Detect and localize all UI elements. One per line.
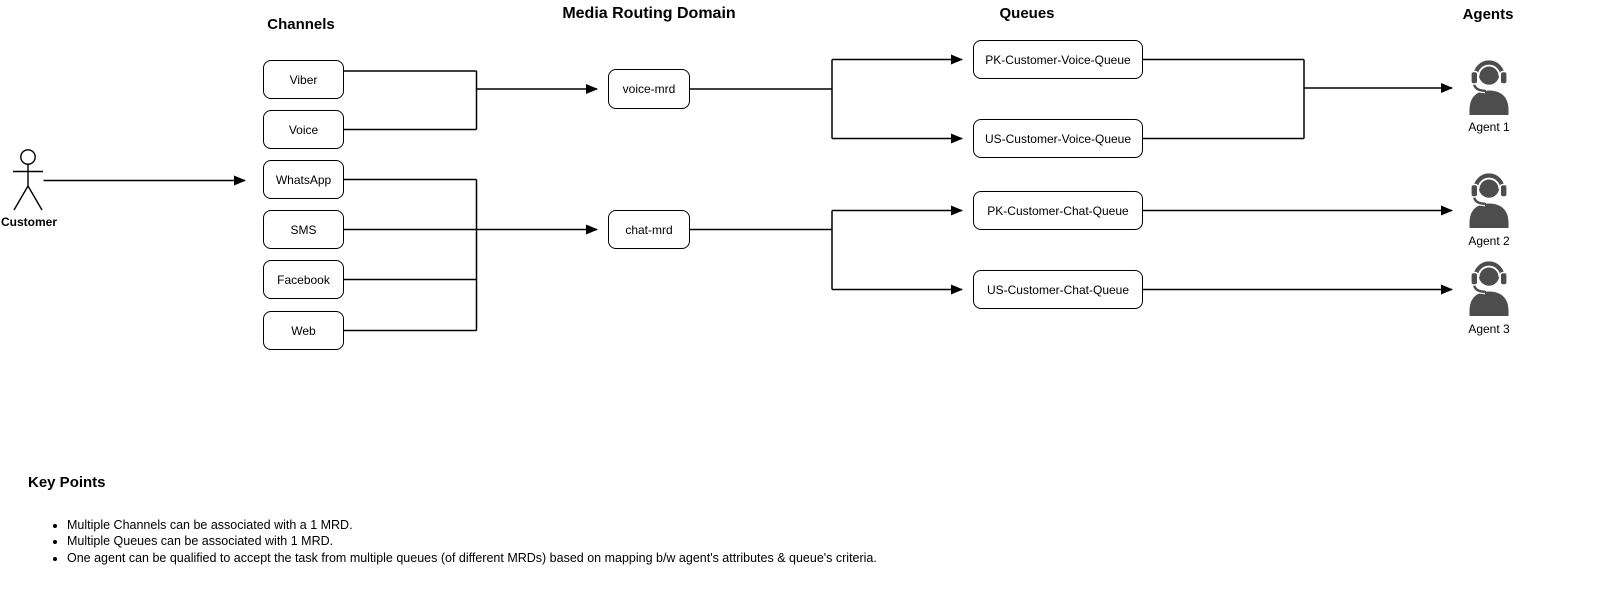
- media-routing-domain-header: Media Routing Domain: [562, 5, 736, 22]
- key-point-item: • Multiple Queues can be associated with 1 MRD.: [67, 533, 877, 549]
- channel-node-facebook: Facebook: [263, 260, 344, 299]
- key-points-list: [30, 517, 877, 566]
- agent2-label: Agent 2: [1468, 234, 1510, 248]
- channel-node-whatsapp: WhatsApp: [263, 160, 344, 199]
- key-points-title: Key Points: [28, 474, 106, 491]
- channel-node-web: Web: [263, 311, 344, 350]
- key-point-item: • Multiple Channels can be associated with a 1 MRD.: [67, 517, 877, 533]
- queue-node-us-chat: US-Customer-Chat-Queue: [973, 270, 1143, 309]
- queue-node-pk-chat: PK-Customer-Chat-Queue: [973, 191, 1143, 230]
- agent3-label: Agent 3: [1468, 322, 1510, 336]
- mrd-node-chat: chat-mrd: [608, 210, 690, 249]
- key-point-item: • One agent can be qualified to accept the task from multiple queues (of different MRDs) based on mapping b/w agent's attributes & queue's criteria.: [67, 550, 877, 566]
- queue-node-pk-voice: PK-Customer-Voice-Queue: [973, 40, 1143, 79]
- agent2-headset-person-icon: [1464, 172, 1514, 228]
- agents-header: Agents: [1462, 6, 1514, 23]
- queue-node-us-voice: US-Customer-Voice-Queue: [973, 119, 1143, 158]
- queues-header: Queues: [999, 5, 1055, 22]
- channel-node-voice: Voice: [263, 110, 344, 149]
- channel-node-sms: SMS: [263, 210, 344, 249]
- channel-node-viber: Viber: [263, 60, 344, 99]
- customer-actor-icon: [8, 145, 48, 215]
- agent1-label: Agent 1: [1468, 120, 1510, 134]
- mrd-node-voice: voice-mrd: [608, 69, 690, 109]
- agent3-headset-person-icon: [1464, 260, 1514, 316]
- customer-label: Customer: [0, 215, 57, 229]
- channels-header: Channels: [267, 16, 335, 33]
- agent1-headset-person-icon: [1464, 59, 1514, 115]
